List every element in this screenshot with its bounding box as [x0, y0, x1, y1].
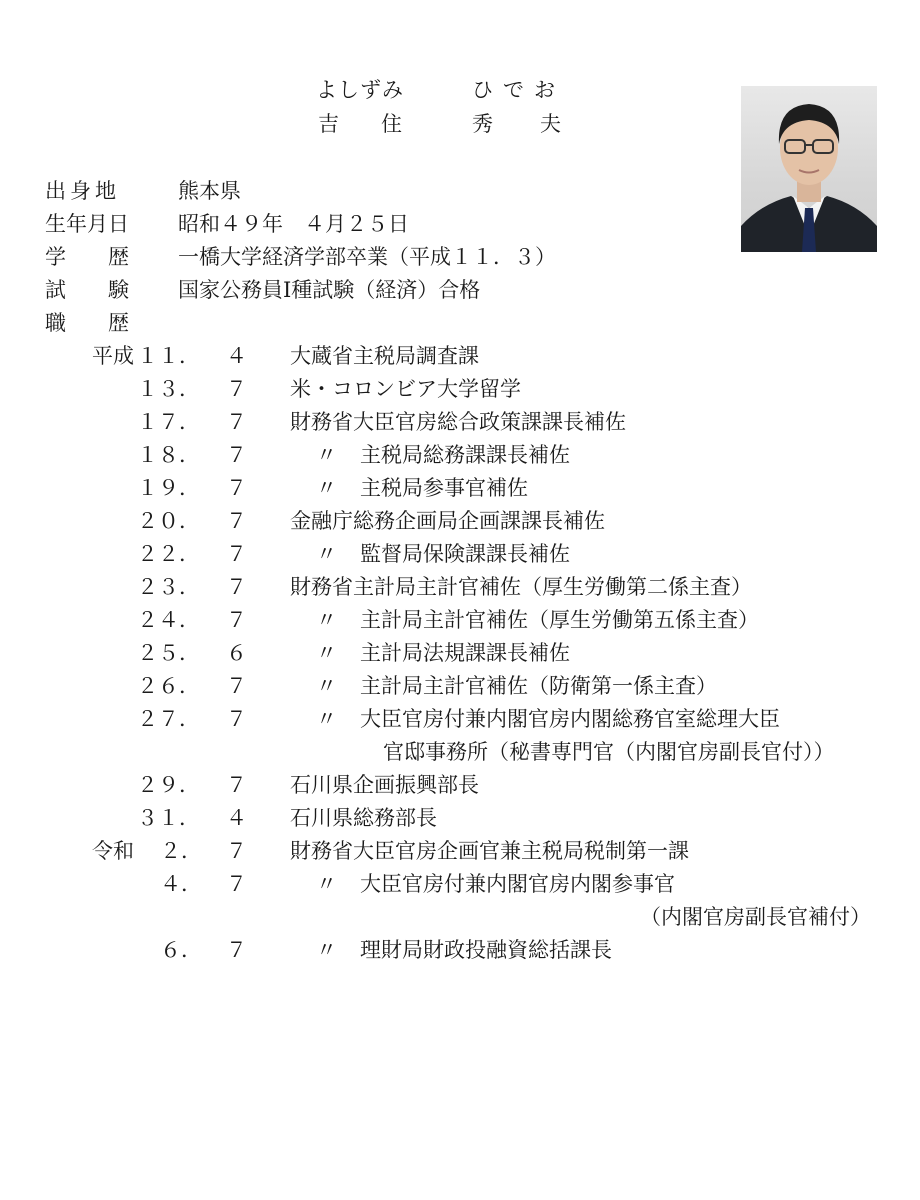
career-month: ４: [226, 806, 247, 830]
career-ditto-mark: 〃: [316, 476, 337, 500]
career-year: １７．: [137, 410, 200, 434]
profile-value-education: 一橋大学経済学部卒業（平成１１．３）: [178, 245, 556, 269]
profile-value-birthplace: 熊本県: [178, 179, 241, 203]
career-year: ２５．: [137, 641, 200, 665]
profile-value-exam: 国家公務員Ⅰ種試験（経済）合格: [178, 278, 481, 302]
name-kana-given: ひでお: [472, 78, 565, 102]
profile-label-education: 学 歴: [45, 245, 129, 269]
career-text: 大臣官房付兼内閣官房内閣総務官室総理大臣: [360, 707, 780, 731]
career-text-continuation: （内閣官房副長官補付）: [640, 905, 871, 929]
career-text: 石川県企画振興部長: [290, 773, 479, 797]
career-text: 主計局主計官補佐（防衛第一係主査）: [360, 674, 717, 698]
profile-label-birthdate: 生年月日: [45, 212, 129, 236]
career-month: ６: [226, 641, 247, 665]
career-year: ２６．: [137, 674, 200, 698]
career-text: 金融庁総務企画局企画課課長補佐: [290, 509, 605, 533]
career-month: ７: [226, 839, 247, 863]
career-ditto-mark: 〃: [316, 674, 337, 698]
career-text: 大蔵省主税局調査課: [290, 344, 479, 368]
career-ditto-mark: 〃: [316, 641, 337, 665]
career-ditto-mark: 〃: [316, 542, 337, 566]
career-text: 主計局法規課課長補佐: [360, 641, 570, 665]
career-year: ４．: [160, 872, 202, 896]
career-month: ７: [226, 674, 247, 698]
career-text: 石川県総務部長: [290, 806, 437, 830]
name-kanji-3: 秀: [472, 112, 493, 136]
career-ditto-mark: 〃: [316, 443, 337, 467]
career-text: 主計局主計官補佐（厚生労働第五係主査）: [360, 608, 759, 632]
name-kanji-2: 住: [381, 112, 402, 136]
career-year: １９．: [137, 476, 200, 500]
career-month: ４: [226, 344, 247, 368]
career-month: ７: [226, 377, 247, 401]
career-text: 財務省大臣官房企画官兼主税局税制第一課: [290, 839, 689, 863]
career-year: ６．: [160, 938, 202, 962]
career-ditto-mark: 〃: [316, 707, 337, 731]
career-year: ２９．: [137, 773, 200, 797]
career-year: ２２．: [137, 542, 200, 566]
career-year: ２４．: [137, 608, 200, 632]
career-year: ３１．: [137, 806, 200, 830]
portrait-photo: [741, 86, 877, 252]
career-month: ７: [226, 410, 247, 434]
career-text: 財務省大臣官房総合政策課課長補佐: [290, 410, 626, 434]
career-month: ７: [226, 575, 247, 599]
career-year: ２３．: [137, 575, 200, 599]
career-year: ２．: [160, 839, 202, 863]
career-year: １８．: [137, 443, 200, 467]
career-month: ７: [226, 707, 247, 731]
career-month: ７: [226, 476, 247, 500]
career-ditto-mark: 〃: [316, 872, 337, 896]
profile-value-birthdate: 昭和４９年 ４月２５日: [178, 212, 409, 236]
career-text-continuation: 官邸事務所（秘書専門官（内閣官房副長官付））: [383, 740, 835, 764]
name-kanji-4: 夫: [540, 112, 561, 136]
career-text: 理財局財政投融資総括課長: [360, 938, 612, 962]
name-kanji-1: 吉: [318, 112, 339, 136]
career-year: １３．: [137, 377, 200, 401]
career-month: ７: [226, 509, 247, 533]
career-month: ７: [226, 443, 247, 467]
career-month: ７: [226, 542, 247, 566]
career-era: 平成: [92, 344, 134, 368]
profile-label-career: 職 歴: [45, 311, 129, 335]
profile-label-birthplace: 出身地: [45, 179, 120, 203]
career-text: 大臣官房付兼内閣官房内閣参事官: [360, 872, 675, 896]
career-month: ７: [226, 773, 247, 797]
career-month: ７: [226, 608, 247, 632]
career-month: ７: [226, 872, 247, 896]
career-text: 主税局総務課課長補佐: [360, 443, 570, 467]
career-ditto-mark: 〃: [316, 608, 337, 632]
career-era: 令和: [92, 839, 134, 863]
career-month: ７: [226, 938, 247, 962]
career-text: 監督局保険課課長補佐: [360, 542, 570, 566]
career-text: 米・コロンビア大学留学: [290, 377, 521, 401]
career-year: ２０．: [137, 509, 200, 533]
career-year: ２７．: [137, 707, 200, 731]
career-text: 主税局参事官補佐: [360, 476, 528, 500]
career-text: 財務省主計局主計官補佐（厚生労働第二係主査）: [290, 575, 752, 599]
name-kana-surname: よしずみ: [316, 78, 404, 102]
career-year: １１．: [137, 344, 200, 368]
career-ditto-mark: 〃: [316, 938, 337, 962]
profile-label-exam: 試 験: [45, 278, 129, 302]
